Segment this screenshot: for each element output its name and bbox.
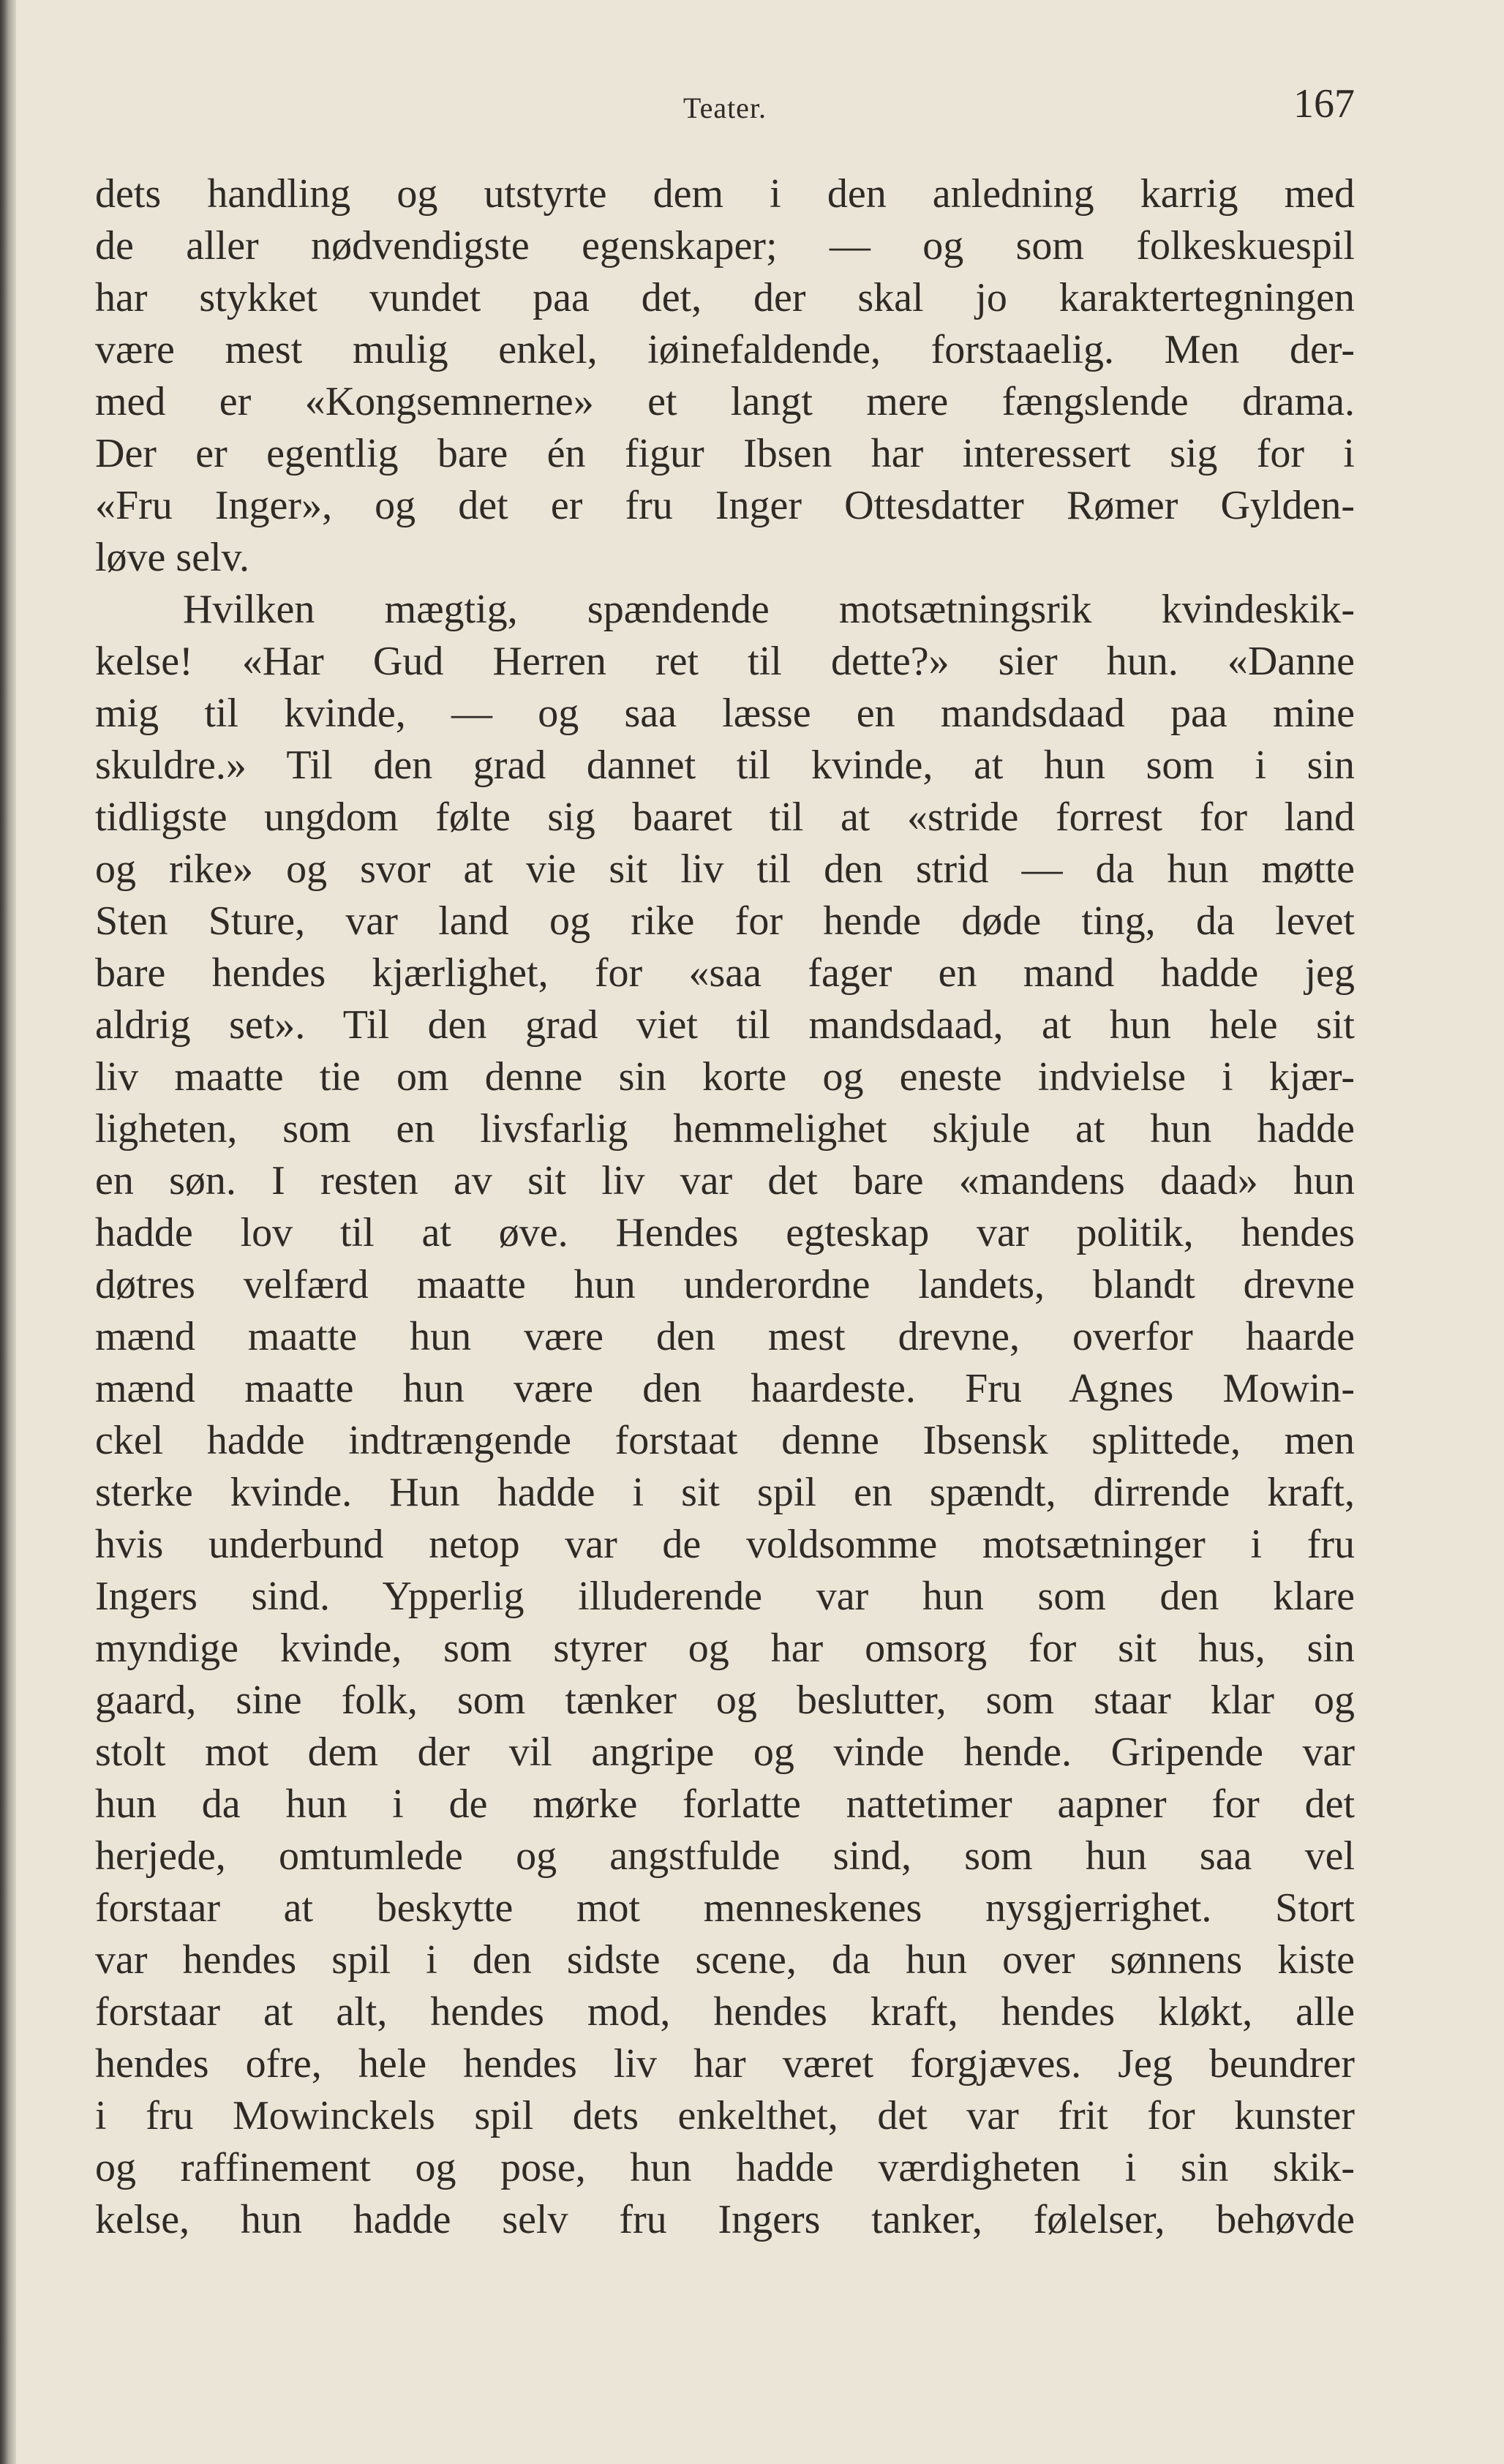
text-line: forstaar at alt, hendes mod, hendes kraft, hendes kløkt, alle xyxy=(95,1989,1355,2035)
text-line: Ingers sind. Ypperlig illuderende var hun som den klare xyxy=(95,1574,1355,1619)
page-number: 167 xyxy=(1293,81,1355,127)
text-line: kelse! «Har Gud Herren ret til dette?» sier hun. «Danne xyxy=(95,639,1355,684)
text-line: hun da hun i de mørke forlatte nattetimer aapner for det xyxy=(95,1781,1355,1827)
text-line: en søn. I resten av sit liv var det bare «mandens daad» hun xyxy=(95,1158,1355,1203)
text-line: sterke kvinde. Hun hadde i sit spil en spændt, dirrende kraft, xyxy=(95,1470,1355,1515)
text-line: bare hendes kjærlighet, for «saa fager en mand hadde jeg xyxy=(95,950,1355,996)
text-line: hvis underbund netop var de voldsomme motsætninger i fru xyxy=(95,1522,1355,1567)
text-line: stolt mot dem der vil angripe og vinde hende. Gripende var xyxy=(95,1729,1355,1775)
binding-edge xyxy=(0,0,16,2464)
text-line: mænd maatte hun være den mest drevne, overfor haarde xyxy=(95,1314,1355,1359)
text-line: Der er egentlig bare én figur Ibsen har interessert sig for i xyxy=(95,431,1355,476)
text-line: myndige kvinde, som styrer og har omsorg for sit hus, sin xyxy=(95,1626,1355,1671)
text-line: løve selv. xyxy=(95,535,249,580)
text-line: tidligste ungdom følte sig baaret til at «stride forrest for land xyxy=(95,795,1355,840)
text-line: ligheten, som en livsfarlig hemmelighet skjule at hun hadde xyxy=(95,1106,1355,1152)
text-line: skuldre.» Til den grad dannet til kvinde, at hun som i sin xyxy=(95,743,1355,788)
text-line: hadde lov til at øve. Hendes egteskap var politik, hendes xyxy=(95,1210,1355,1255)
text-line: Sten Sture, var land og rike for hende døde ting, da levet xyxy=(95,898,1355,944)
text-line: i fru Mowinckels spil dets enkelthet, det var frit for kunster xyxy=(95,2093,1355,2138)
text-line: Hvilken mægtig, spændende motsætningsrik kvindeskik- xyxy=(183,587,1355,632)
text-line: herjede, omtumlede og angstfulde sind, som hun saa vel xyxy=(95,1833,1355,1879)
text-line: hendes ofre, hele hendes liv har været forgjæves. Jeg beundrer xyxy=(95,2041,1355,2086)
text-line: forstaar at beskytte mot menneskenes nysgjerrighet. Stort xyxy=(95,1885,1355,1931)
text-line: kelse, hun hadde selv fru Ingers tanker, følelser, behøvde xyxy=(95,2197,1355,2242)
text-line: døtres velfærd maatte hun underordne landets, blandt drevne xyxy=(95,1262,1355,1307)
text-line: «Fru Inger», og det er fru Inger Ottesdatter Rømer Gylden- xyxy=(95,483,1355,528)
text-line: mænd maatte hun være den haardeste. Fru Agnes Mowin- xyxy=(95,1366,1355,1411)
text-line: aldrig set». Til den grad viet til mandsdaad, at hun hele sit xyxy=(95,1002,1355,1048)
running-title: Teater. xyxy=(683,91,767,124)
text-line: ckel hadde indtrængende forstaat denne Ibsensk splittede, men xyxy=(95,1418,1355,1463)
text-line: med er «Kongsemnerne» et langt mere fængslende drama. xyxy=(95,379,1355,424)
text-line: har stykket vundet paa det, der skal jo karaktertegningen xyxy=(95,275,1355,320)
text-line: og rike» og svor at vie sit liv til den strid — da hun møtte xyxy=(95,846,1355,892)
text-line: var hendes spil i den sidste scene, da hun over sønnens kiste xyxy=(95,1937,1355,1983)
body-text xyxy=(95,168,1355,2246)
text-line: dets handling og utstyrte dem i den anledning karrig med xyxy=(95,171,1355,217)
text-line: være mest mulig enkel, iøinefaldende, forstaaelig. Men der- xyxy=(95,327,1355,372)
text-line: gaard, sine folk, som tænker og beslutter, som staar klar og xyxy=(95,1678,1355,1723)
text-line: liv maatte tie om denne sin korte og eneste indvielse i kjær- xyxy=(95,1054,1355,1100)
running-head xyxy=(95,80,1355,139)
text-line: mig til kvinde, — og saa læsse en mandsdaad paa mine xyxy=(95,691,1355,736)
text-line: de aller nødvendigste egenskaper; — og som folkeskuespil xyxy=(95,223,1355,268)
text-line: og raffinement og pose, hun hadde værdigheten i sin skik- xyxy=(95,2145,1355,2190)
